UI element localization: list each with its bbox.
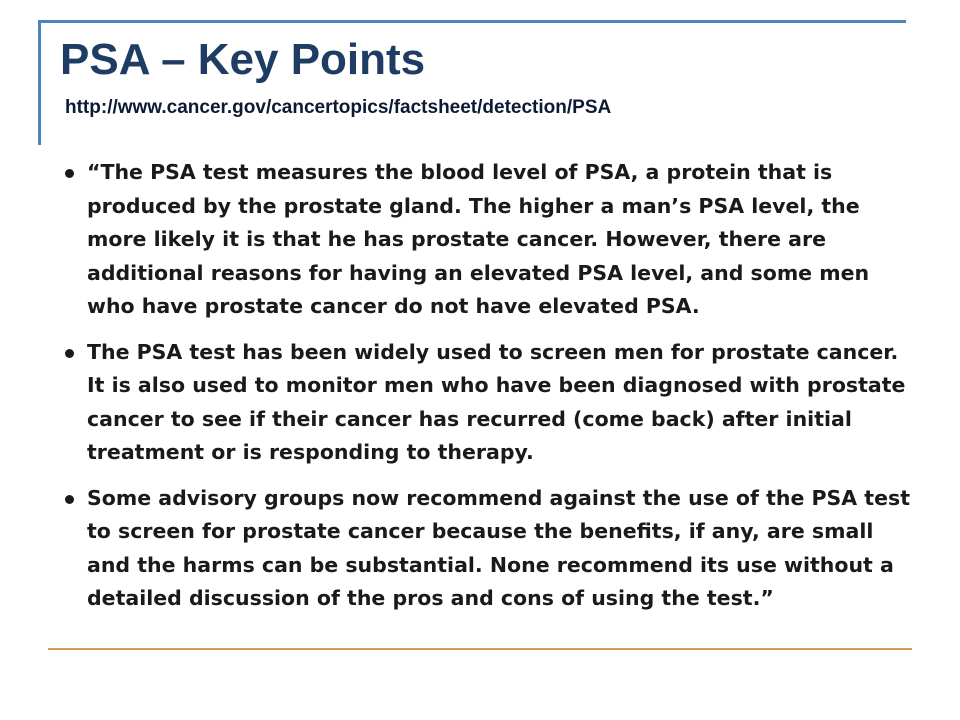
bullet-text: The PSA test has been widely used to screen men for prostate cancer. It is also used to monitor men who have been diagnosed with prostate cancer to see if their cancer has recurred (come back) after initial treatment or is responding to therapy. — [87, 339, 906, 464]
bullet-item — [56, 156, 916, 324]
bullet-text: Some advisory groups now recommend against the use of the PSA test to screen for prostate cancer because the benefits, if any, are small and the harms can be substantial. None recommend its use without a detailed discussion of the pros and cons of using the test.” — [87, 485, 910, 610]
bullet-text: “The PSA test measures the blood level of PSA, a protein that is produced by the prostate gland. The higher a man’s PSA level, the more likely it is that he has prostate cancer. However, there are additional reasons for having an elevated PSA level, and some men who have prostate cancer do not have elevated PSA. — [87, 160, 870, 318]
source-url: http://www.cancer.gov/cancertopics/factsheet/detection/PSA — [65, 97, 612, 118]
bullet-dot-icon — [65, 349, 74, 358]
bullet-item — [56, 482, 916, 616]
bullet-dot-icon — [65, 495, 74, 504]
slide-title: PSA – Key Points — [60, 35, 426, 84]
bottom-divider — [48, 648, 912, 650]
bullet-list — [56, 156, 916, 628]
frame-left-border — [38, 20, 41, 145]
bullet-item — [56, 336, 916, 470]
bullet-dot-icon — [65, 169, 74, 178]
frame-top-border — [38, 20, 906, 23]
